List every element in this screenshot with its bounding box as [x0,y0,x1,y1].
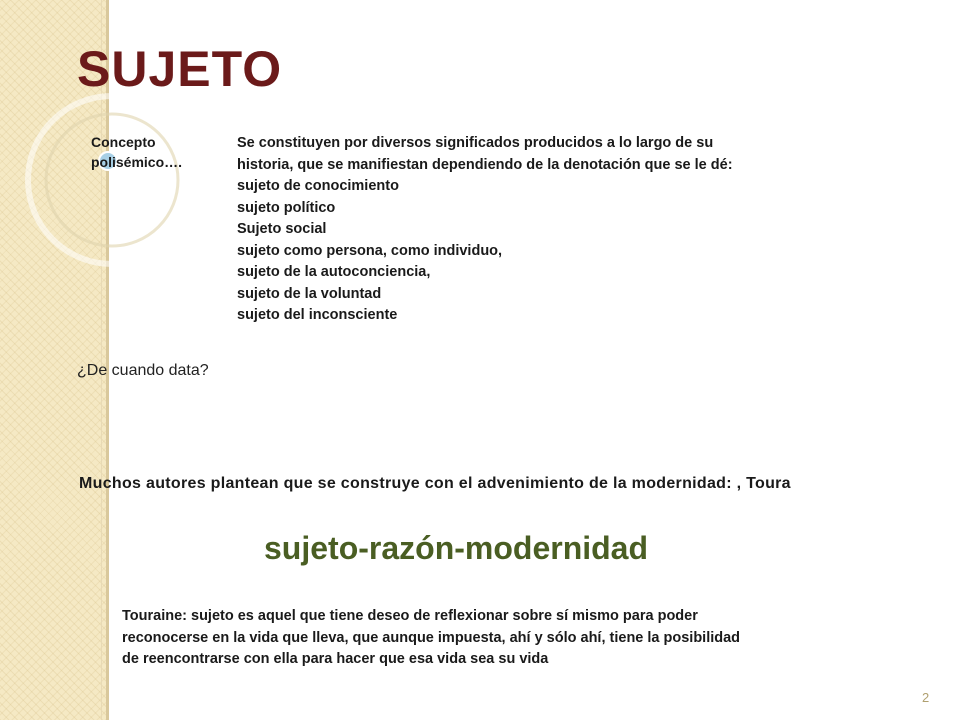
definition-line: sujeto de la voluntad [237,285,382,302]
definition-line: sujeto del inconsciente [237,307,398,323]
definition-line: Sujeto social [237,221,327,237]
outer-ring [28,96,196,264]
touraine-quote [122,606,902,671]
concept-label: Concepto polisémico…. [91,134,183,170]
definition-line: sujeto como persona, como individuo, [237,242,503,259]
definition-line: sujeto político [237,199,336,216]
quote-line: de reencontrarse con ella para hacer que esa vida sea su vida [122,651,549,667]
definition-line: sujeto de la autoconciencia, [237,264,431,280]
slide-title: SUJETO [77,41,283,97]
equation-heading: sujeto-razón-modernidad [264,530,649,566]
definition-block [237,133,877,327]
definition-line: Se constituyen por diversos significados producidos a lo largo de su [237,135,714,151]
authors-text: Muchos autores plantean que se construye con el advenimiento de la modernidad: , Toura [79,475,791,492]
definition-line: historia, que se manifiestan dependiendo de la denotación que se le dé: [237,156,733,173]
quote-line: Touraine: sujeto es aquel que tiene deseo de reflexionar sobre sí mismo para poder [122,608,698,624]
definition-line: sujeto de conocimiento [237,178,399,194]
quote-line: reconocerse en la vida que lleva, que aunque impuesta, ahí y sólo ahí, tiene la posibilidad [122,629,741,646]
question-text: ¿De cuando data? [77,362,209,379]
page-number: 2 [922,690,930,705]
